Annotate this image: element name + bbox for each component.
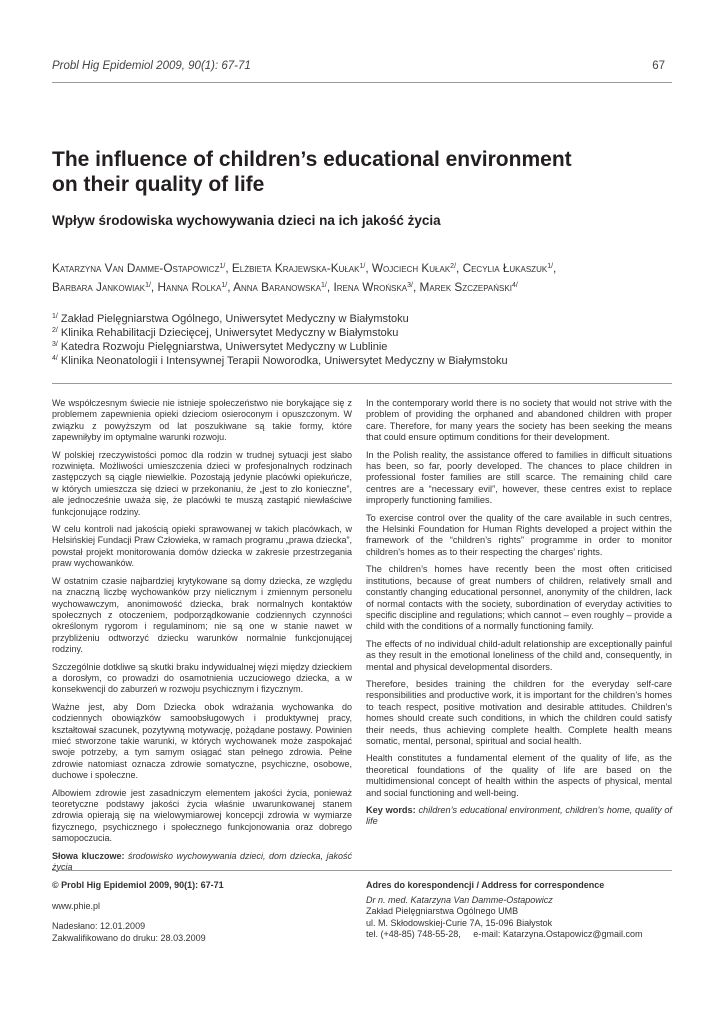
accepted-date: Zakwalifikowano do druku: 28.03.2009 <box>52 932 206 943</box>
affiliation-number: 4/ <box>52 355 58 362</box>
correspondence-address <box>366 880 672 941</box>
running-header-journal: Probl Hig Epidemiol 2009, 90(1): 67-71 <box>52 60 251 72</box>
abstract-paragraph: Szczególnie dotkliwe są skutki braku indywidualnej więzi między dzieckiem a dorosłym, co prowadzi do osamotnienia uczuciowego dziecka, a w konsekwencji do zaburzeń w rozwoju psychicznym i fizycznym. <box>52 661 352 695</box>
author-affiliation: 1/ <box>219 263 226 270</box>
header-rule <box>52 82 672 83</box>
abstract-paragraph: We współczesnym świecie nie istnieje społeczeństwo nie borykające się z problemem zapewnienia opieki dzieciom osieroconym i opuszczonym. W związku z powyższym od lat poszukiwane są takie formy, które zapewniłyby im optymalne warunki rozwoju. <box>52 398 352 443</box>
author-name: Marek Szczepański <box>419 280 512 294</box>
abstract-english <box>366 398 672 834</box>
citation <box>52 880 342 892</box>
abstract-paragraph: In the contemporary world there is no society that would not strive with the problem of providing the orphaned and abandoned children with proper care. Therefore, for many years the society has been seeking the means that could ensure optimum conditions for their development. <box>366 398 672 443</box>
affiliation-list <box>52 312 672 368</box>
abstract-paragraph: W celu kontroli nad jakością opieki sprawowanej w takich placówkach, w Helsińskiej Fundacji Praw Człowieka, w ramach programu „prawa dziecka”, powstał projekt monitorowania domów dziecka w zakresie przestrzegania praw wychowanków. <box>52 524 352 569</box>
keywords <box>366 805 672 828</box>
footer-top-rule <box>52 870 672 871</box>
publication-info <box>52 880 342 944</box>
affiliation-item <box>52 340 672 354</box>
article-title-line-2: on their quality of life <box>52 173 265 196</box>
author-affiliation: 1/ <box>321 282 327 289</box>
affiliation-item <box>52 312 672 326</box>
abstract-paragraph: In the Polish reality, the assistance offered to families in difficult situations has been, so far, poorly developed. The chances to place children in professional foster families are still scarce. The remaining child care centres are a “necessary evil”, however, these centres exist to replace improperly functioning families. <box>366 449 672 506</box>
author-list: Katarzyna Van Damme-Ostapowicz$^{1/}$, Elżbieta Krajewska-Kułak$^{1/}$, Wojciech Kułak$^{2/}$, Cecylia Łukaszuk$^{1/}$, Barbara Jankowiak$^{1/}$, Hanna Rolka$^{1/}$, Anna Baranowska$^{1/}$, Irena Wrońska$^{3/}$, Marek Szczepański$^{4/}$ <box>52 261 557 294</box>
author-name: Katarzyna Van Damme-Ostapowicz <box>52 261 220 275</box>
keywords-text: środowisko wychowywania dzieci, dom dziecka, jakość życia <box>52 850 352 873</box>
author-name: Irena Wrońska <box>333 280 408 294</box>
abstract-top-rule <box>52 383 672 384</box>
abstract-paragraph: Ważne jest, aby Dom Dziecka obok wdrażania wychowanka do codziennych obowiązków samoobsługowych i produktywnej pracy, kształtował szacunek, pozytywną motywację, pożądane postawy. Powinien mieć stworzone takie warunki, w których wychowanek może zaspokajać swoje potrzeby, a tym samym osiągać stan pełnego zdrowia. Pełne zdrowie natomiast oznacza zdrowie somatyczne, psychiczne, osobowe, duchowe i społeczne. <box>52 701 352 781</box>
correspondence-heading-text: Adres do korespondencji / Address for correspondence <box>366 880 605 890</box>
submitted-date: Nadesłano: 12.01.2009 <box>52 921 146 931</box>
author-affiliation: 1/ <box>221 282 228 289</box>
correspondence-heading <box>366 880 672 892</box>
abstract-paragraph: To exercise control over the quality of the care available in such centres, the Helsinki Foundation for Human Rights developed a project within the framework of the “children’s rights” programme in order to monitor children’s homes as to their respecting the charges’ rights. <box>366 512 672 557</box>
affiliation-text: Klinika Rehabilitacji Dziecięcej, Uniwersytet Medyczny w Białymstoku <box>60 327 399 339</box>
abstract-polish <box>52 398 352 879</box>
correspondence-line: Zakład Pielęgniarstwa Ogólnego UMB <box>366 906 519 916</box>
author-affiliation: 1/ <box>359 263 366 270</box>
author-affiliation: 3/ <box>407 282 413 289</box>
author-name: Anna Baranowska <box>233 280 322 294</box>
correspondence-line: ul. M. Skłodowskiej-Curie 7A, 15-096 Białystok <box>366 917 553 928</box>
affiliation-text: Klinika Neonatologii i Intensywnej Terapii Noworodka, Uniwersytet Medyczny w Białymstoku <box>60 355 508 367</box>
author-name: Elżbieta Krajewska-Kułak <box>231 261 360 275</box>
affiliation-number: 3/ <box>52 341 58 348</box>
author-name: Wojciech Kułak <box>371 261 451 275</box>
keywords-text: children’s educational environment, children’s home, quality of life <box>366 805 672 827</box>
article-title <box>52 147 672 197</box>
abstract-paragraph: W polskiej rzeczywistości pomoc dla rodzin w trudnej sytuacji jest słabo rozwinięta. Możliwości umieszczenia dzieci w profesjonalnych rodzinach zastępczych są ciągle niewielkie. Pozostają jedynie placówki opiekuńcze, w których umieszcza się dzieci w przekonaniu, że „jest to zło konieczne”, ale jednocześnie uważa się, że placówki te muszą zastąpić niewłaściwe funkcjonujące rodziny. <box>52 449 352 517</box>
abstract-paragraph: Therefore, besides training the children for the everyday self-care responsibilities and productive work, it is important for the children’s homes to teach respect, positive motivation and desirable attitudes. Children’s homes should create such conditions, in which the children could satisfy their needs, thus achieving complete health. Complete health means somatic, mental, personal, spiritual and social health. <box>366 678 672 746</box>
author-name: Cecylia Łukaszuk <box>462 261 548 275</box>
author-affiliation: 1/ <box>145 282 151 289</box>
page-number: 67 <box>652 60 665 72</box>
article-title-line-1: The influence of children’s educational environment <box>52 148 572 171</box>
citation-text: © Probl Hig Epidemiol 2009, 90(1): 67-71 <box>52 880 224 890</box>
affiliation-number: 1/ <box>52 313 58 320</box>
author-affiliation: 2/ <box>450 263 457 270</box>
affiliation-text: Zakład Pielęgniarstwa Ogólnego, Uniwersytet Medyczny w Białymstoku <box>60 313 409 325</box>
abstract-paragraph: Albowiem zdrowie jest zasadniczym elementem jakości życia, ponieważ teoretyczne podstawy jakości życia właśnie uwarunkowanej stanem zdrowia opierają się na wielowymiarowej koncepcji zdrowia w wymiarze fizycznego, psychicznego i społecznego funkcjonowania oraz dobrego samopoczucia. <box>52 787 352 844</box>
abstract-paragraph: The effects of no individual child-adult relationship are exceptionally painful as they result in the emotional loneliness of the child and, consequently, in mental and physical developmental disorders. <box>366 638 672 672</box>
keywords-label: Słowa kluczowe: <box>52 850 125 861</box>
abstract-paragraph: The children’s homes have recently been the most often criticised institutions, because of great numbers of children, relatively small and constantly changing educational personnel, anonymity of the children, lack of normal contacts with the society, subordination of everyday activities to specific discipline and regulations; which cannot – even roughly – provide a child with the conditions of a normally functioning family. <box>366 564 672 632</box>
affiliation-item <box>52 354 672 368</box>
correspondence-contact: tel. (+48-85) 748-55-28, e-mail: Katarzyna.Ostapowicz@gmail.com <box>366 929 643 939</box>
correspondence-name: Dr n. med. Katarzyna Van Damme-Ostapowicz <box>366 894 553 905</box>
author-name: Hanna Rolka <box>157 280 222 294</box>
affiliation-number: 2/ <box>52 327 58 334</box>
author-affiliation: 1/ <box>547 263 554 270</box>
author-name: Barbara Jankowiak <box>52 280 146 294</box>
affiliation-item <box>52 326 672 340</box>
abstract-paragraph: W ostatnim czasie najbardziej krytykowane są domy dziecka, ze względu na znaczną liczbę wychowanków przy nielicznym i zmiennym personelu wychowawczym, anonimowość dziecka, brak normalnych kontaktów społecznych z otoczeniem, podporządkowanie codziennych czynności określonym rygorom i regulaminom; nie są one w stanie nawet w przybliżeniu odtworzyć dziecku warunków normalnie funkcjonującej rodziny. <box>52 575 352 655</box>
abstract-paragraph: Health constitutes a fundamental element of the quality of life, as the theoretical foundations of the quality of life are based on the multidimensional concept of health within the aspects of physical, mental and social functioning and well-being. <box>366 753 672 798</box>
affiliation-text: Katedra Rozwoju Pielęgniarstwa, Uniwersytet Medyczny w Lublinie <box>60 341 388 353</box>
keywords-label: Key words: <box>366 805 416 815</box>
website: www.phie.pl <box>52 900 101 911</box>
article-subtitle: Wpływ środowiska wychowywania dzieci na ich jakość życia <box>52 213 441 228</box>
author-affiliation: 4/ <box>511 282 518 289</box>
